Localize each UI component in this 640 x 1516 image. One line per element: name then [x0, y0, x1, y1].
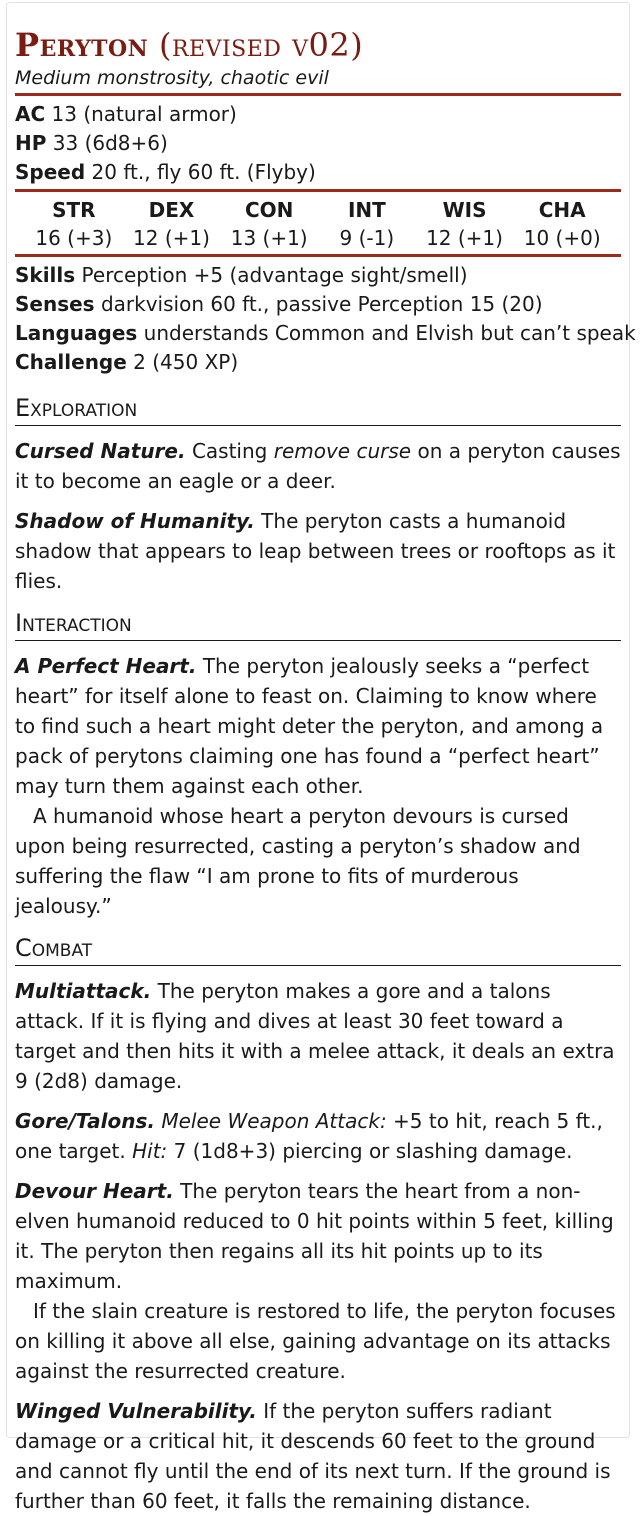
ability-scores [15, 196, 621, 252]
ability-dex: DEX 12 (+1) [133, 198, 210, 250]
ability-int: INT 9 (-1) [339, 198, 395, 250]
divider [15, 93, 621, 96]
ability-con: CON 13 (+1) [230, 198, 308, 250]
divider [15, 254, 621, 257]
section-exploration: Exploration [15, 393, 621, 426]
challenge: Challenge 2 (450 XP) [15, 350, 239, 374]
revision-label: (revised v02) [148, 26, 364, 64]
monster-type: Medium monstrosity, chaotic evil [15, 67, 329, 89]
feature-devour-heart: Devour Heart. The peryton tears the heart from a non-elven humanoid reduced to 0 hit points within 5 feet, killing it. The peryton then regains all its hit points up to its maximum. [15, 1179, 614, 1293]
skills: Skills Perception +5 (advantage sight/smell) [15, 263, 468, 287]
speed: Speed 20 ft., fly 60 ft. (Flyby) [15, 160, 316, 184]
senses: Senses darkvision 60 ft., passive Perception 15 (20) [15, 292, 543, 316]
divider [15, 189, 621, 192]
languages: Languages understands Common and Elvish but can’t speak [15, 321, 636, 345]
feature-cursed-nature: Cursed Nature. Casting remove curse on a peryton causes it to become an eagle or a deer. [15, 439, 621, 493]
feature-multiattack: Multiattack. The peryton makes a gore and a talons attack. If it is flying and dives at least 30 feet toward a target and then hits it with a melee attack, it deals an extra 9 (2d8) damage. [15, 979, 615, 1093]
monster-title [15, 27, 621, 63]
ability-wis: WIS 12 (+1) [426, 198, 503, 250]
armor-class: AC 13 (natural armor) [15, 102, 237, 126]
section-combat: Combat [15, 933, 621, 966]
feature-perfect-heart-cont: A humanoid whose heart a peryton devours is cursed upon being resurrected, casting a peryton’s shadow and suffering the flaw “I am prone to fits of murderous jealousy.” [15, 804, 581, 918]
feature-perfect-heart: A Perfect Heart. The peryton jealously seeks a “perfect heart” for itself alone to feast on. Claiming to know where to find such a heart might deter the peryton, and among a pack of perytons claiming one has found a “perfect heart” may turn them against each other. [15, 654, 604, 798]
stat-block [6, 2, 636, 1513]
ability-cha: CHA 10 (+0) [523, 198, 601, 250]
feature-devour-heart-cont: If the slain creature is restored to life, the peryton focuses on killing it above all else, gaining advantage on its attacks against the resurrected creature. [15, 1299, 616, 1383]
monster-name: Peryton [15, 26, 149, 64]
feature-gore-talons: Gore/Talons. Melee Weapon Attack: +5 to hit, reach 5 ft., one target. Hit: 7 (1d8+3) piercing or slashing damage. [15, 1109, 603, 1163]
feature-shadow-of-humanity: Shadow of Humanity. The peryton casts a humanoid shadow that appears to leap between trees or rooftops as it flies. [15, 509, 616, 593]
ability-str: STR 16 (+3) [35, 198, 113, 250]
hit-points: HP 33 (6d8+6) [15, 131, 168, 155]
section-interaction: Interaction [15, 608, 621, 641]
feature-winged-vulnerability: Winged Vulnerability. If the peryton suffers radiant damage or a critical hit, it descends 60 feet to the ground and cannot fly until the end of its next turn. If the ground is further than 60 feet, it falls the remaining distance. [15, 1399, 611, 1513]
